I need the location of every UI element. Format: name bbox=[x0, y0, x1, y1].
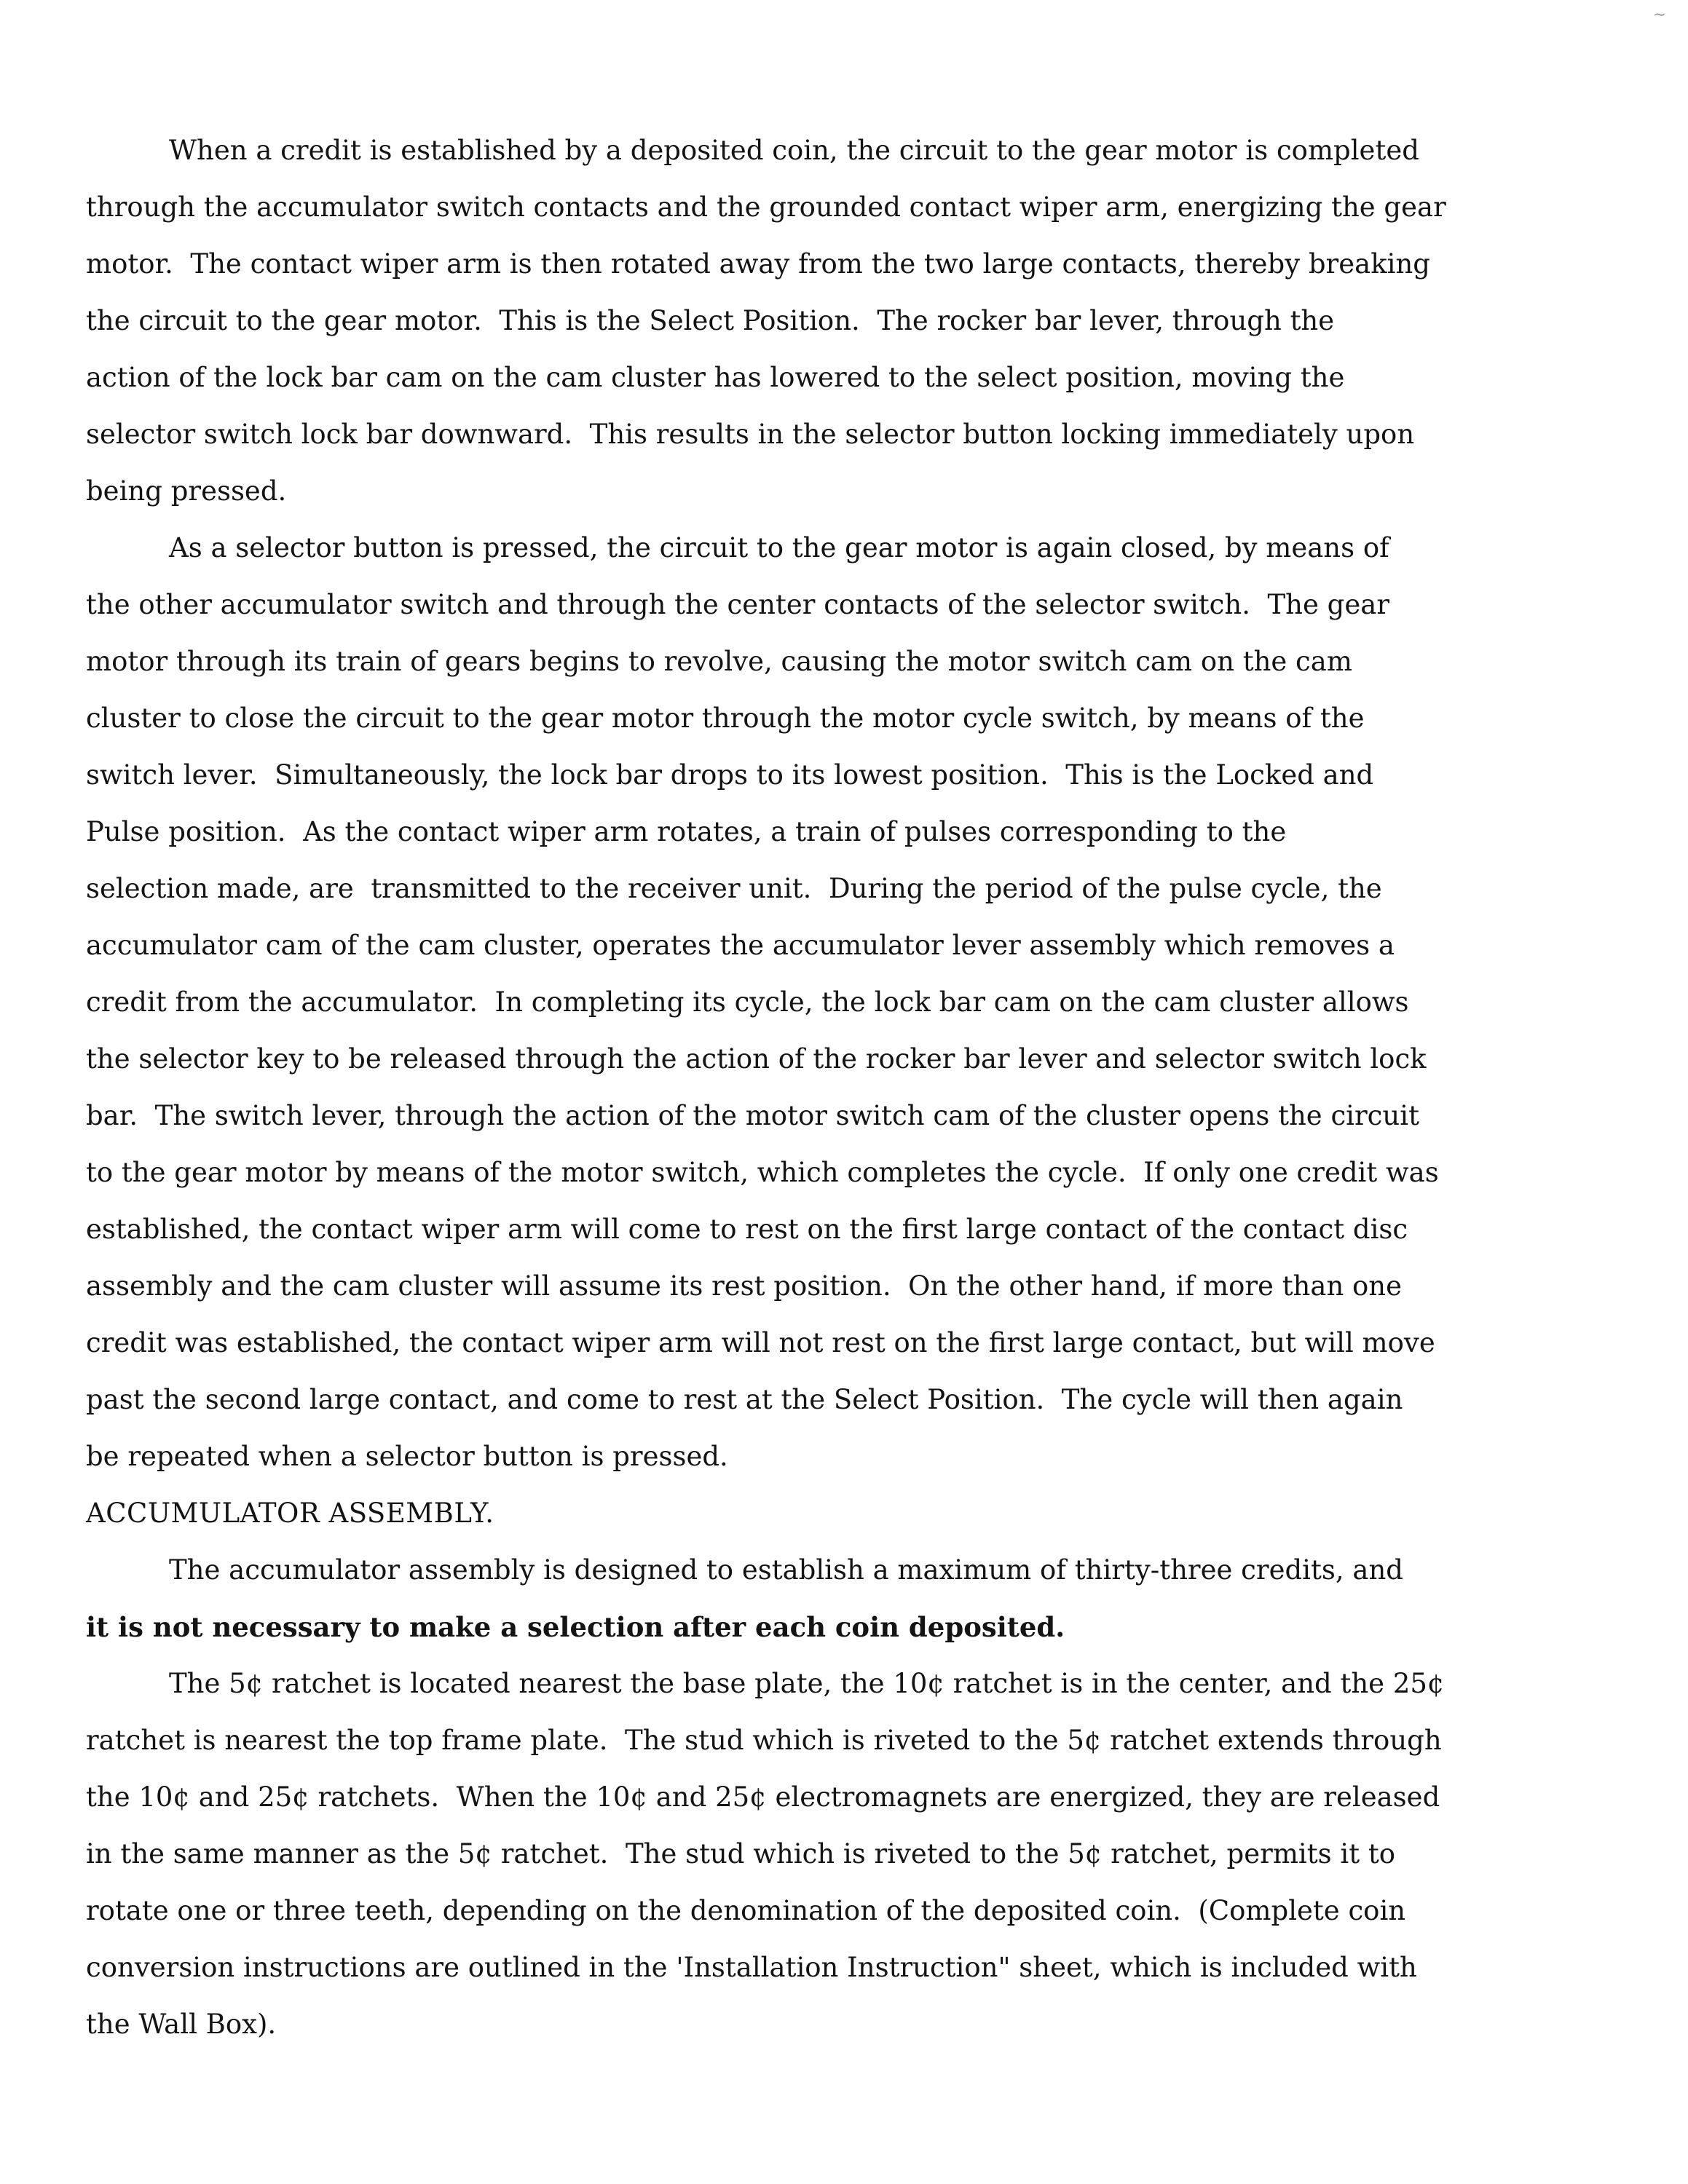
text-line: rotate one or three teeth, depending on the denomination of the deposited coin. (Complete coin bbox=[86, 1895, 1406, 1926]
text-line: the 10¢ and 25¢ ratchets. When the 10¢ and 25¢ electromagnets are energized, they are released bbox=[86, 1781, 1440, 1813]
text-line: switch lever. Simultaneously, the lock bar drops to its lowest position. This is the Locked and bbox=[86, 759, 1374, 791]
paragraph-ratchets bbox=[86, 1655, 1528, 2053]
section-heading: ACCUMULATOR ASSEMBLY. bbox=[86, 1497, 494, 1529]
text-line: conversion instructions are outlined in the 'Installation Instruction" sheet, which is included with bbox=[86, 1952, 1417, 1983]
text-line: it is not necessary to make a selection after each coin deposited. bbox=[86, 1611, 1065, 1643]
text-line: assembly and the cam cluster will assume its rest position. On the other hand, if more than one bbox=[86, 1270, 1403, 1302]
text-line: selector switch lock bar downward. This results in the selector button locking immediately upon bbox=[86, 419, 1415, 450]
text-line: the selector key to be released through the action of the rocker bar lever and selector switch lock bbox=[86, 1043, 1427, 1075]
text-line: action of the lock bar cam on the cam cluster has lowered to the select position, moving the bbox=[86, 362, 1345, 393]
document-page bbox=[86, 122, 1528, 2053]
text-line: As a selector button is pressed, the circuit to the gear motor is again closed, by means of bbox=[169, 532, 1389, 563]
text-line: past the second large contact, and come to rest at the Select Position. The cycle will then again bbox=[86, 1384, 1403, 1415]
text-line: being pressed. bbox=[86, 475, 287, 507]
paragraph-operation-pulse bbox=[86, 520, 1528, 1485]
text-line: credit was established, the contact wiper arm will not rest on the first large contact, but will move bbox=[86, 1327, 1435, 1358]
text-line: motor through its train of gears begins to revolve, causing the motor switch cam on the cam bbox=[86, 646, 1352, 677]
text-line: accumulator cam of the cam cluster, operates the accumulator lever assembly which removes a bbox=[86, 930, 1395, 961]
text-line: through the accumulator switch contacts and the grounded contact wiper arm, energizing the gear bbox=[86, 191, 1446, 223]
text-line: bar. The switch lever, through the action of the motor switch cam of the cluster opens the circuit bbox=[86, 1100, 1419, 1131]
text-line: ratchet is nearest the top frame plate. The stud which is riveted to the 5¢ ratchet extends through bbox=[86, 1725, 1442, 1756]
text-line: selection made, are transmitted to the receiver unit. During the period of the pulse cycle, the bbox=[86, 873, 1382, 904]
text-line: credit from the accumulator. In completing its cycle, the lock bar cam on the cam cluster allows bbox=[86, 986, 1409, 1018]
text-line: the other accumulator switch and through the center contacts of the selector switch. The gear bbox=[86, 589, 1390, 620]
text-line: Pulse position. As the contact wiper arm rotates, a train of pulses corresponding to the bbox=[86, 816, 1287, 847]
text-line: to the gear motor by means of the motor switch, which completes the cycle. If only one credit was bbox=[86, 1157, 1439, 1188]
text-line: in the same manner as the 5¢ ratchet. The stud which is riveted to the 5¢ ratchet, permits it to bbox=[86, 1838, 1395, 1870]
text-line: established, the contact wiper arm will come to rest on the first large contact of the contact disc bbox=[86, 1214, 1408, 1245]
text-line: the circuit to the gear motor. This is the Select Position. The rocker bar lever, through the bbox=[86, 305, 1335, 336]
paragraph-operation-select bbox=[86, 122, 1528, 520]
scan-mark: ∼ bbox=[1652, 6, 1666, 24]
text-line: The accumulator assembly is designed to establish a maximum of thirty-three credits, and bbox=[169, 1554, 1403, 1586]
text-line: When a credit is established by a deposited coin, the circuit to the gear motor is completed bbox=[169, 135, 1419, 166]
paragraph-accumulator-intro bbox=[86, 1542, 1528, 1655]
text-line: the Wall Box). bbox=[86, 2009, 277, 2040]
text-line: The 5¢ ratchet is located nearest the base plate, the 10¢ ratchet is in the center, and the 25¢ bbox=[169, 1668, 1445, 1699]
text-line: cluster to close the circuit to the gear motor through the motor cycle switch, by means of the bbox=[86, 703, 1365, 734]
text-line: be repeated when a selector button is pressed. bbox=[86, 1441, 728, 1472]
text-line: motor. The contact wiper arm is then rotated away from the two large contacts, thereby breaking bbox=[86, 248, 1430, 280]
